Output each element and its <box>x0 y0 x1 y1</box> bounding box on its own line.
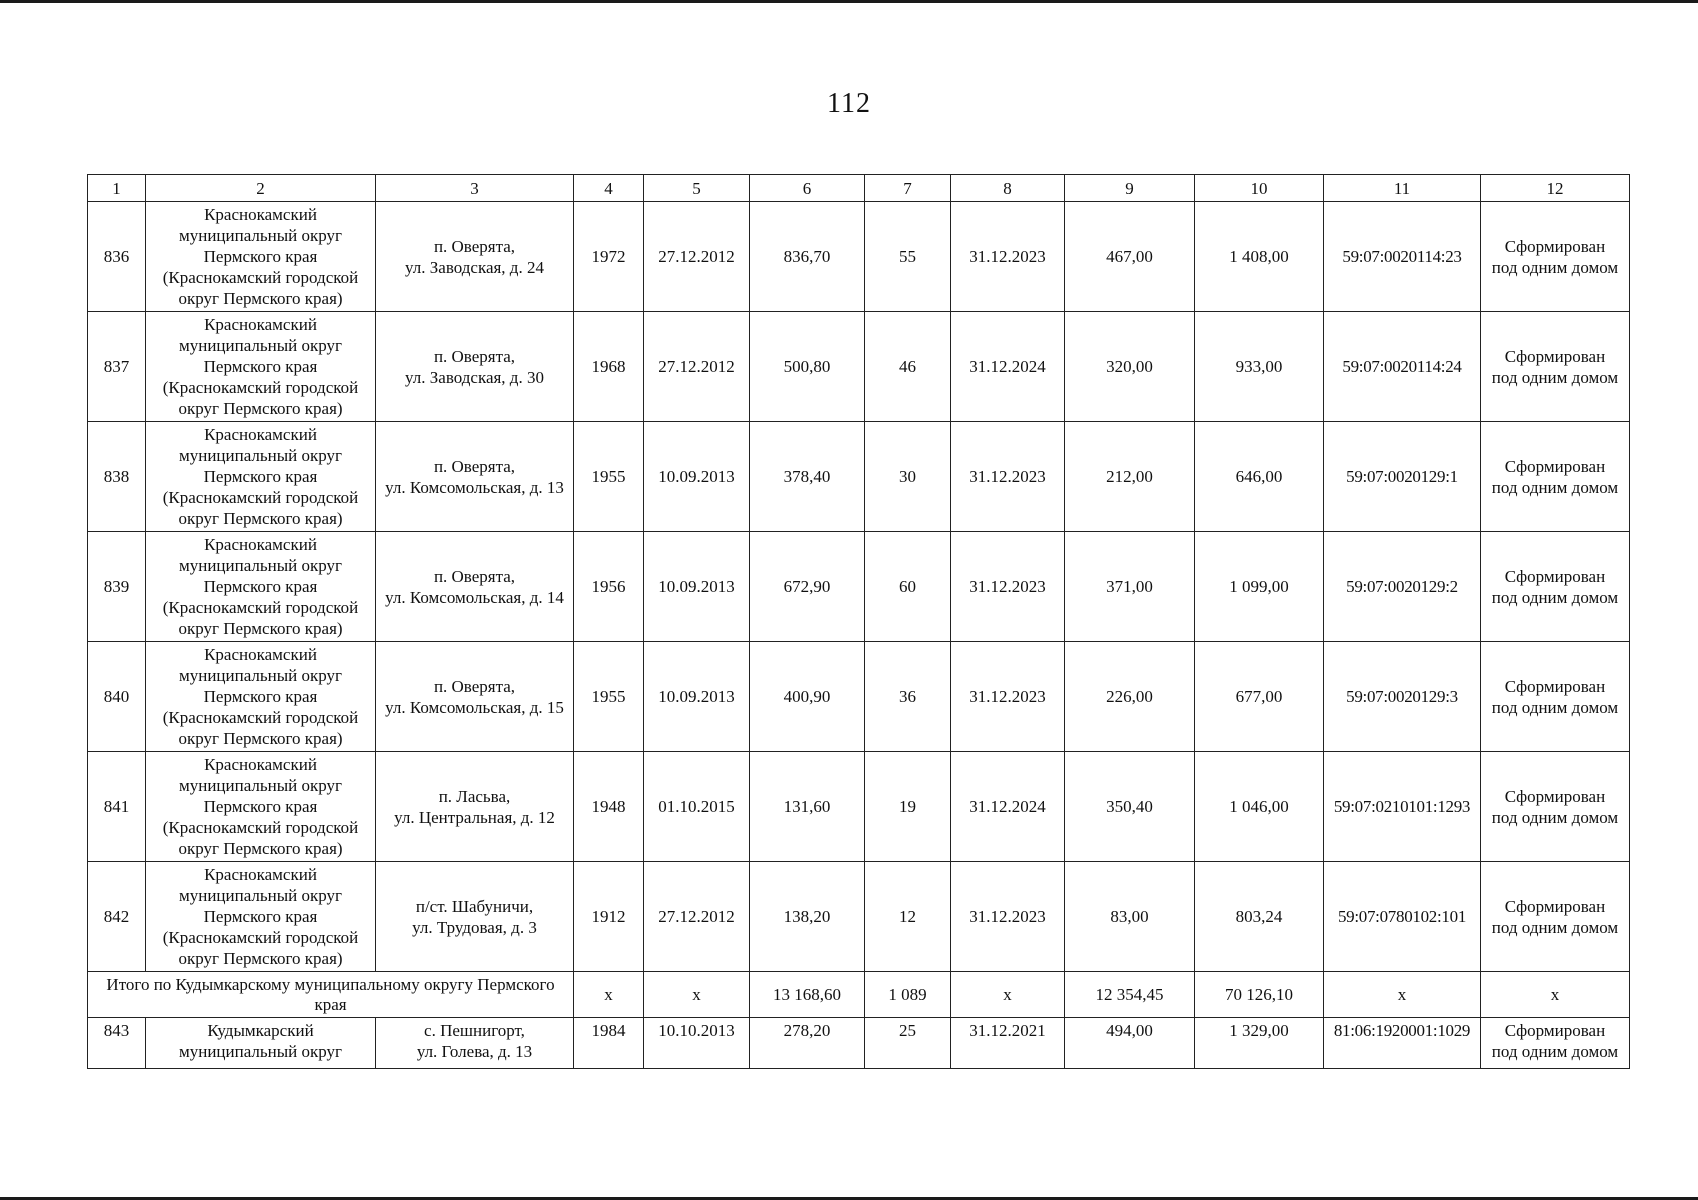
status-cell <box>1481 862 1630 972</box>
status-cell-line: под одним домом <box>1491 697 1619 717</box>
value-cell: 1 099,00 <box>1195 532 1324 642</box>
row-number-cell: 842 <box>88 862 146 972</box>
area-cell: 278,20 <box>750 1018 865 1069</box>
value-cell: 350,40 <box>1065 752 1195 862</box>
municipality-cell-line: муниципальный округ <box>178 446 343 465</box>
residents-cell: 30 <box>865 422 951 532</box>
cadastral-number-cell: 59:07:0020114:23 <box>1324 202 1481 312</box>
municipality-cell-line: Краснокамский <box>204 425 317 444</box>
year-cell: 1955 <box>574 642 644 752</box>
value-cell: 226,00 <box>1065 642 1195 752</box>
year-cell: 1972 <box>574 202 644 312</box>
address-cell-line: п. Оверята, <box>433 676 516 696</box>
value-cell: 646,00 <box>1195 422 1324 532</box>
value-cell: 933,00 <box>1195 312 1324 422</box>
value-cell: 803,24 <box>1195 862 1324 972</box>
status-cell-line: под одним домом <box>1491 1042 1619 1061</box>
total-value-cell: 1 089 <box>865 972 951 1018</box>
municipality-cell-line: Пермского края <box>203 797 318 816</box>
total-value-cell: 12 354,45 <box>1065 972 1195 1018</box>
address-cell-line: п. Оверята, <box>433 566 516 586</box>
area-cell: 131,60 <box>750 752 865 862</box>
municipality-cell-line: (Краснокамский городской <box>162 928 359 947</box>
table-row <box>88 422 1630 532</box>
municipality-cell-line: (Краснокамский городской <box>162 818 359 837</box>
total-value-cell: x <box>574 972 644 1018</box>
residents-cell: 36 <box>865 642 951 752</box>
status-cell-line: Сформирован <box>1504 896 1606 916</box>
scan-edge-top <box>0 0 1698 3</box>
municipality-cell-line: округ Пермского края) <box>178 399 343 418</box>
status-cell-line: Сформирован <box>1504 346 1606 366</box>
status-cell-line: под одним домом <box>1491 807 1619 827</box>
municipality-cell-line: округ Пермского края) <box>178 949 343 968</box>
column-number: 9 <box>1065 175 1195 202</box>
municipality-cell-line: Краснокамский <box>204 755 317 774</box>
address-cell-line: п. Оверята, <box>433 456 516 476</box>
table-row <box>88 1018 1630 1069</box>
municipality-cell-line: Пермского края <box>203 467 318 486</box>
date-cell: 10.09.2013 <box>644 642 750 752</box>
address-cell-line: ул. Заводская, д. 30 <box>405 367 544 387</box>
date-cell: 31.12.2024 <box>951 752 1065 862</box>
date-cell: 31.12.2023 <box>951 532 1065 642</box>
area-cell: 672,90 <box>750 532 865 642</box>
table-row <box>88 642 1630 752</box>
address-cell-line: ул. Комсомольская, д. 13 <box>385 477 564 497</box>
date-cell: 27.12.2012 <box>644 312 750 422</box>
row-number-cell: 843 <box>88 1018 146 1069</box>
cadastral-number-cell: 59:07:0780102:101 <box>1324 862 1481 972</box>
value-cell: 677,00 <box>1195 642 1324 752</box>
cadastral-number-cell: 59:07:0020129:3 <box>1324 642 1481 752</box>
page-number: 112 <box>827 88 871 119</box>
municipality-cell <box>146 1018 376 1069</box>
date-cell: 27.12.2012 <box>644 202 750 312</box>
date-cell: 31.12.2021 <box>951 1018 1065 1069</box>
address-cell-line: с. Пешнигорт, <box>424 1021 525 1040</box>
municipality-cell-line: Краснокамский <box>204 535 317 554</box>
municipality-cell-line: округ Пермского края) <box>178 619 343 638</box>
date-cell: 27.12.2012 <box>644 862 750 972</box>
municipality-cell-line: муниципальный округ <box>178 226 343 245</box>
address-cell-line: ул. Комсомольская, д. 14 <box>385 587 564 607</box>
year-cell: 1956 <box>574 532 644 642</box>
address-cell-line: п. Оверята, <box>433 346 516 366</box>
cadastral-number-cell: 81:06:1920001:1029 <box>1324 1018 1481 1069</box>
total-label: Итого по Кудымкарскому муниципальному округу Пермского края <box>88 972 574 1018</box>
value-cell: 212,00 <box>1065 422 1195 532</box>
column-number: 12 <box>1481 175 1630 202</box>
year-cell: 1984 <box>574 1018 644 1069</box>
municipality-cell-line: Краснокамский <box>204 865 317 884</box>
total-value-cell: x <box>951 972 1065 1018</box>
municipality-cell-line: (Краснокамский городской <box>162 378 359 397</box>
column-number: 6 <box>750 175 865 202</box>
status-cell-line: Сформирован <box>1504 456 1606 476</box>
municipality-cell-line: Кудымкарский <box>207 1021 314 1040</box>
total-row <box>88 972 1630 1018</box>
area-cell: 500,80 <box>750 312 865 422</box>
municipality-cell-line: Пермского края <box>203 907 318 926</box>
status-cell <box>1481 1018 1630 1069</box>
municipality-cell-line: муниципальный округ <box>178 666 343 685</box>
status-cell-line: под одним домом <box>1491 587 1619 607</box>
date-cell: 01.10.2015 <box>644 752 750 862</box>
municipality-cell-line: округ Пермского края) <box>178 839 343 858</box>
value-cell: 1 046,00 <box>1195 752 1324 862</box>
address-cell-line: ул. Комсомольская, д. 15 <box>385 697 564 717</box>
address-cell-line: п. Оверята, <box>433 236 516 256</box>
value-cell: 467,00 <box>1065 202 1195 312</box>
status-cell <box>1481 752 1630 862</box>
municipality-cell-line: муниципальный округ <box>178 556 343 575</box>
value-cell: 1 408,00 <box>1195 202 1324 312</box>
municipality-cell <box>146 752 376 862</box>
municipality-cell-line: (Краснокамский городской <box>162 268 359 287</box>
year-cell: 1948 <box>574 752 644 862</box>
municipality-cell <box>146 202 376 312</box>
municipality-cell-line: округ Пермского края) <box>178 509 343 528</box>
municipality-cell-line: Пермского края <box>203 357 318 376</box>
residents-cell: 55 <box>865 202 951 312</box>
address-cell <box>376 532 574 642</box>
date-cell: 10.09.2013 <box>644 532 750 642</box>
municipality-cell <box>146 862 376 972</box>
row-number-cell: 839 <box>88 532 146 642</box>
cadastral-number-cell: 59:07:0020114:24 <box>1324 312 1481 422</box>
municipality-cell-line: муниципальный округ <box>178 1042 343 1061</box>
status-cell <box>1481 202 1630 312</box>
status-cell <box>1481 532 1630 642</box>
area-cell: 836,70 <box>750 202 865 312</box>
residents-cell: 12 <box>865 862 951 972</box>
municipality-cell-line: (Краснокамский городской <box>162 488 359 507</box>
municipality-cell-line: Пермского края <box>203 577 318 596</box>
area-cell: 400,90 <box>750 642 865 752</box>
column-number: 1 <box>88 175 146 202</box>
value-cell: 1 329,00 <box>1195 1018 1324 1069</box>
value-cell: 320,00 <box>1065 312 1195 422</box>
date-cell: 31.12.2023 <box>951 642 1065 752</box>
address-cell <box>376 422 574 532</box>
municipality-cell-line: (Краснокамский городской <box>162 708 359 727</box>
column-number: 11 <box>1324 175 1481 202</box>
status-cell <box>1481 312 1630 422</box>
status-cell-line: Сформирован <box>1504 566 1606 586</box>
address-cell <box>376 862 574 972</box>
table-row <box>88 202 1630 312</box>
column-number: 4 <box>574 175 644 202</box>
address-cell <box>376 642 574 752</box>
date-cell: 31.12.2023 <box>951 202 1065 312</box>
column-number: 2 <box>146 175 376 202</box>
column-number: 3 <box>376 175 574 202</box>
column-number: 5 <box>644 175 750 202</box>
municipality-cell-line: Пермского края <box>203 247 318 266</box>
table-row <box>88 532 1630 642</box>
total-value-cell: 13 168,60 <box>750 972 865 1018</box>
year-cell: 1968 <box>574 312 644 422</box>
address-cell-line: п. Ласьва, <box>438 786 511 806</box>
status-cell-line: под одним домом <box>1491 257 1619 277</box>
address-cell-line: ул. Заводская, д. 24 <box>405 257 544 277</box>
date-cell: 31.12.2023 <box>951 422 1065 532</box>
status-cell-line: под одним домом <box>1491 917 1619 937</box>
address-cell <box>376 312 574 422</box>
row-number-cell: 837 <box>88 312 146 422</box>
municipality-cell <box>146 532 376 642</box>
column-number: 8 <box>951 175 1065 202</box>
status-cell-line: под одним домом <box>1491 367 1619 387</box>
address-cell-line: п/ст. Шабуничи, <box>415 896 534 916</box>
year-cell: 1912 <box>574 862 644 972</box>
status-cell-line: Сформирован <box>1504 1021 1606 1040</box>
column-number-row <box>88 175 1630 202</box>
area-cell: 378,40 <box>750 422 865 532</box>
date-cell: 31.12.2023 <box>951 862 1065 972</box>
residents-cell: 19 <box>865 752 951 862</box>
cadastral-number-cell: 59:07:0020129:2 <box>1324 532 1481 642</box>
status-cell <box>1481 422 1630 532</box>
date-cell: 10.10.2013 <box>644 1018 750 1069</box>
status-cell-line: Сформирован <box>1504 676 1606 696</box>
row-number-cell: 836 <box>88 202 146 312</box>
municipality-cell-line: муниципальный округ <box>178 776 343 795</box>
column-number: 10 <box>1195 175 1324 202</box>
municipality-cell-line: (Краснокамский городской <box>162 598 359 617</box>
cadastral-number-cell: 59:07:0020129:1 <box>1324 422 1481 532</box>
cadastral-number-cell: 59:07:0210101:1293 <box>1324 752 1481 862</box>
municipality-cell <box>146 312 376 422</box>
address-cell-line: ул. Центральная, д. 12 <box>394 807 555 827</box>
address-cell-line: ул. Трудовая, д. 3 <box>412 917 537 937</box>
municipality-cell <box>146 422 376 532</box>
total-value-cell: x <box>1481 972 1630 1018</box>
municipality-cell-line: Краснокамский <box>204 645 317 664</box>
value-cell: 83,00 <box>1065 862 1195 972</box>
status-cell <box>1481 642 1630 752</box>
registry-table <box>87 174 1630 1069</box>
residents-cell: 60 <box>865 532 951 642</box>
residents-cell: 25 <box>865 1018 951 1069</box>
value-cell: 494,00 <box>1065 1018 1195 1069</box>
address-cell-line: ул. Голева, д. 13 <box>416 1042 533 1061</box>
table-row <box>88 862 1630 972</box>
address-cell <box>376 1018 574 1069</box>
area-cell: 138,20 <box>750 862 865 972</box>
residents-cell: 46 <box>865 312 951 422</box>
total-value-cell: x <box>1324 972 1481 1018</box>
status-cell-line: под одним домом <box>1491 477 1619 497</box>
row-number-cell: 838 <box>88 422 146 532</box>
municipality-cell <box>146 642 376 752</box>
total-value-cell: 70 126,10 <box>1195 972 1324 1018</box>
address-cell <box>376 202 574 312</box>
municipality-cell-line: округ Пермского края) <box>178 289 343 308</box>
value-cell: 371,00 <box>1065 532 1195 642</box>
status-cell-line: Сформирован <box>1504 786 1606 806</box>
year-cell: 1955 <box>574 422 644 532</box>
row-number-cell: 841 <box>88 752 146 862</box>
municipality-cell-line: Пермского края <box>203 687 318 706</box>
status-cell-line: Сформирован <box>1504 236 1606 256</box>
date-cell: 31.12.2024 <box>951 312 1065 422</box>
municipality-cell-line: муниципальный округ <box>178 886 343 905</box>
date-cell: 10.09.2013 <box>644 422 750 532</box>
row-number-cell: 840 <box>88 642 146 752</box>
municipality-cell-line: Краснокамский <box>204 205 317 224</box>
municipality-cell-line: Краснокамский <box>204 315 317 334</box>
municipality-cell-line: муниципальный округ <box>178 336 343 355</box>
municipality-cell-line: округ Пермского края) <box>178 729 343 748</box>
table-row <box>88 752 1630 862</box>
table-row <box>88 312 1630 422</box>
address-cell <box>376 752 574 862</box>
total-value-cell: x <box>644 972 750 1018</box>
column-number: 7 <box>865 175 951 202</box>
